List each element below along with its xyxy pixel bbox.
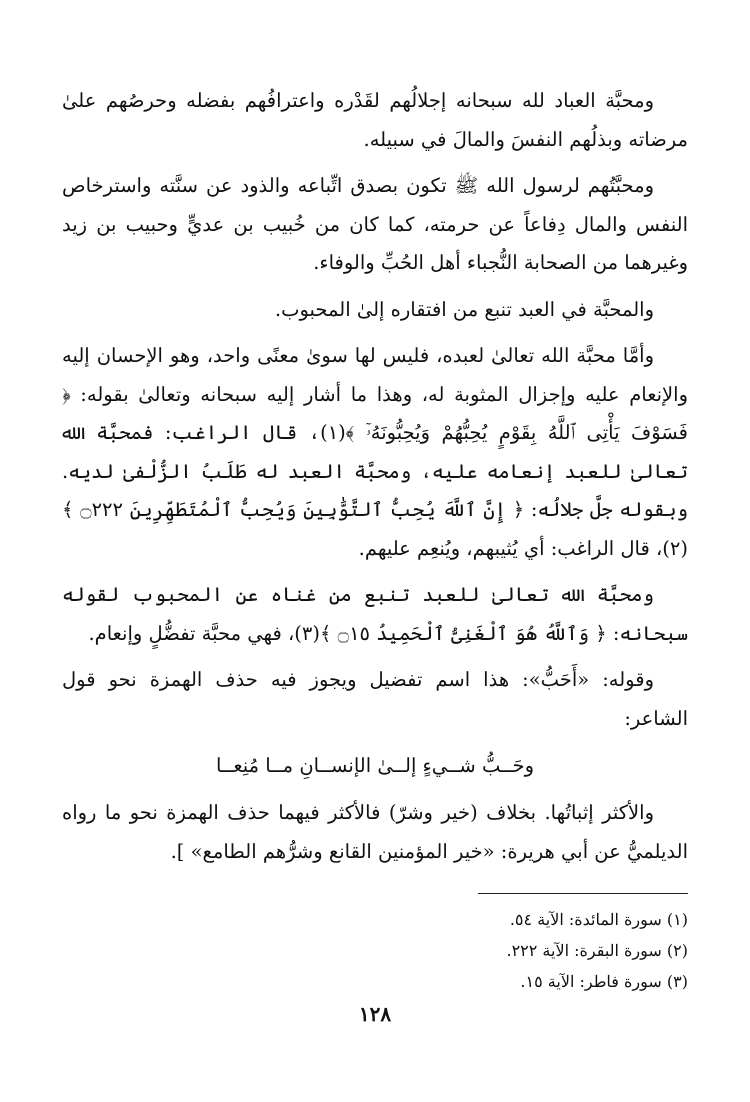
footnote-2: (٢) سورة البقرة: الآية ٢٢٢. bbox=[506, 941, 688, 960]
page-number: ١٢٨ bbox=[358, 1002, 392, 1026]
paragraph-love-of-servants: ومحبَّة العباد لله سبحانه إجلالُهم لقَدْره واعترافُهم بفضله وحرصُهم علىٰ مرضاته وبذلُهم النفسَ والمالَ في سبيله. bbox=[62, 89, 688, 151]
paragraph-grammar-note: وقوله: «أَحَبُّ»: هذا اسم تفضيل ويجوز فيه حذف الهمزة نحو قول الشاعر: bbox=[62, 668, 688, 730]
paragraph-love-from-need: والمحبَّة في العبد تنبع من افتقاره إلىٰ المحبوب. bbox=[274, 297, 654, 321]
footnote-divider bbox=[478, 893, 688, 894]
paragraph-love-from-richness: ومحبَّة الله تعالىٰ للعبد تنبع من غناه عن المحبوب لقوله سبحانه: ﴿ وَٱللَّهُ هُوَ ٱلْغَنِىُّ ٱلْحَمِيدُ ۝١٥ ﴾(٣)، فهي محبَّة تفضُّلٍ وإنعام. bbox=[62, 583, 688, 645]
poetry-verse: وحَــبُّ شــيءٍ إلــىٰ الإنســانِ مــا مُنِعــا bbox=[216, 754, 534, 777]
paragraph-love-of-god: وأمَّا محبَّة الله تعالىٰ لعبده، فليس لها سوىٰ معنًى واحد، وهو الإحسان إليه والإنعام عليه وإجزال المثوبة له، وهذا ما أشار إليه سبحانه وتعالىٰ بقوله: ﴿ فَسَوْفَ يَأْتِى ٱللَّهُ بِقَوْمٍ يُحِبُّهُمْ وَيُحِبُّونَهُۥٓ ﴾(١)، قال الراغب: فمحبَّة الله تعالىٰ للعبد إنعامه عليه، ومحبَّة العبد له طَلَبُ الزُّلْفىٰ لديه. وبقوله جلَّ جلالُه: ﴿ إِنَّ ٱللَّهَ يُحِبُّ ٱلتَّوَّٰبِينَ وَيُحِبُّ ٱلْمُتَطَهِّرِينَ ۝٢٢٢ ﴾(٢)، قال الراغب: أي يُثيبهم، ويُنعِم عليهم. bbox=[62, 344, 688, 560]
footnote-3: (٣) سورة فاطر: الآية ١٥. bbox=[520, 972, 688, 991]
paragraph-love-of-prophet: ومحبَّتُهم لرسول الله ﷺ تكون بصدق اتِّباعه والذود عن سنَّته واسترخاص النفس والمال دِفاعاً عن حرمته، كما كان من خُبيب بن عديٍّ وحبيب بن زيد وغيرهما من الصحابة النُّجباء أهل الحُبِّ والوفاء. bbox=[62, 174, 688, 274]
footnote-1: (١) سورة المائدة: الآية ٥٤. bbox=[509, 910, 688, 929]
page-body bbox=[62, 82, 688, 1102]
paragraph-closing: والأكثر إثباتُها. بخلاف (خير وشرّ) فالأكثر فيهما حذف الهمزة نحو ما رواه الديلميُّ عن أبي هريرة: «خير المؤمنين القانع وشرُّهم الطامع» ]. bbox=[62, 801, 688, 863]
